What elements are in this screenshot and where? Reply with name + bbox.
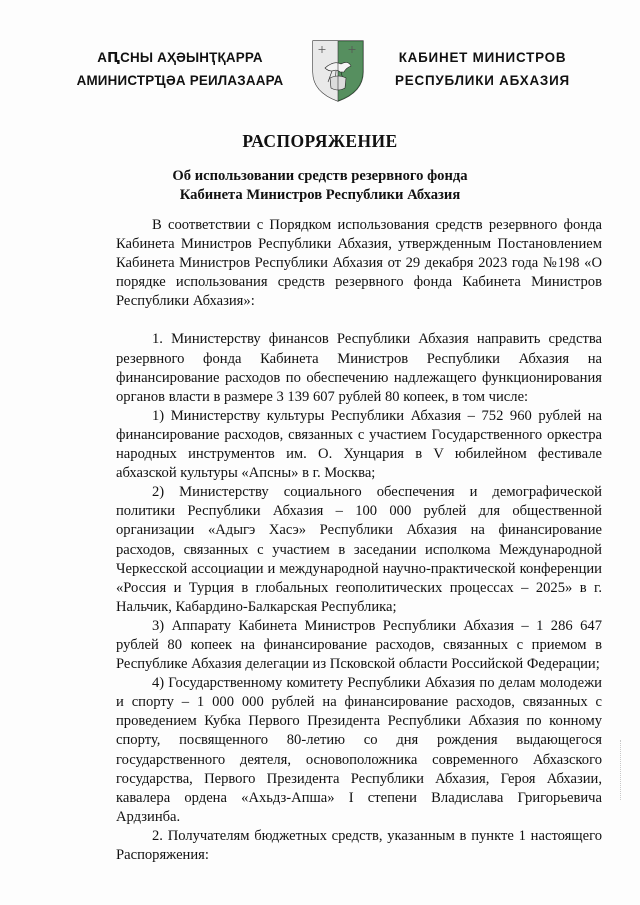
scan-margin-mark [620, 740, 627, 800]
header-abkhaz-line-1: АԤСНЫ АҲӘЫНҬҚАРРА [97, 50, 263, 65]
paragraph-1: 1. Министерству финансов Республики Абхазия направить средства резервного фонда Кабинета Министров Республики Абхазия на финансирование расходов по обеспечению надлежащего функционирования органов власти в размере 3 139 607 рублей 80 копеек, в том числе: [116, 331, 602, 405]
paragraph-1-item-2: 2) Министерству социального обеспечения и демографической политики Республики Абхазия – 100 000 рублей для общественной организации «Адыгэ Хасэ» Республики Абхазия на финансирование расходов, связанных с участием в заседании исполкома Международной Черкесской ассоциации и международной научно-практической конференции «Россия и Турция в глобальных геополитических процессах – 2025» в г. Нальчик, Кабардино-Балкарская Республика; [116, 484, 602, 615]
document-body [116, 216, 602, 865]
header-russian [380, 46, 585, 92]
paragraph-2: 2. Получателям бюджетных средств, указанным в пункте 1 настоящего Распоряжения: [116, 827, 602, 863]
subtitle-line-2: Кабинета Министров Республики Абхазия [179, 187, 461, 203]
header-abkhaz-line-2: АМИНИСТРҴӘА РЕИЛАЗААРА [76, 73, 284, 88]
abkhazia-coat-of-arms-icon [310, 38, 366, 104]
paragraph-1-item-3: 3) Аппарату Кабинета Министров Республики Абхазия – 1 286 647 рублей 80 копеек на финансирование расходов, связанных с приемом в Республике Абхазия делегации из Псковской области Российской Федерации; [116, 617, 602, 673]
header-russian-line-2: РЕСПУБЛИКИ АБХАЗИЯ [395, 73, 570, 88]
header-abkhaz [60, 46, 300, 92]
document-title: РАСПОРЯЖЕНИЕ [242, 131, 398, 151]
subtitle-line-1: Об использовании средств резервного фонда [172, 168, 468, 184]
header-russian-line-1: КАБИНЕТ МИНИСТРОВ [398, 50, 567, 65]
paragraph-1-item-4: 4) Государственному комитету Республики Абхазия по делам молодежи и спорту – 1 000 000 рублей на финансирование расходов, связанных с проведением Кубка Первого Президента Республики Абхазия по конному спорту, посвященного 80-летию со дня рождения выдающегося государственного деятеля, основоположника современного Абхазского государства, Первого Президента Республики Абхазия, Героя Абхазии, кавалера ордена «Ахьдз-Апша» I степени Владислава Григорьевича Ардзинба. [116, 675, 602, 825]
document-subtitle [0, 167, 640, 205]
paragraph-intro: В соответствии с Порядком использования средств резервного фонда Кабинета Министров Республики Абхазия, утвержденным Постановлением Кабинета Министров Республики Абхазия от 29 декабря 2023 года №198 «О порядке использования средств резервного фонда Кабинета Министров Республики Абхазия»: [116, 217, 602, 310]
paragraph-1-item-1: 1) Министерству культуры Республики Абхазия – 752 960 рублей на финансирование расходов, связанных с участием Государственного оркестра народных инструментов им. О. Хунцария в V юбилейном фестивале абхазской культуры «Апсны» в г. Москва; [116, 407, 602, 482]
